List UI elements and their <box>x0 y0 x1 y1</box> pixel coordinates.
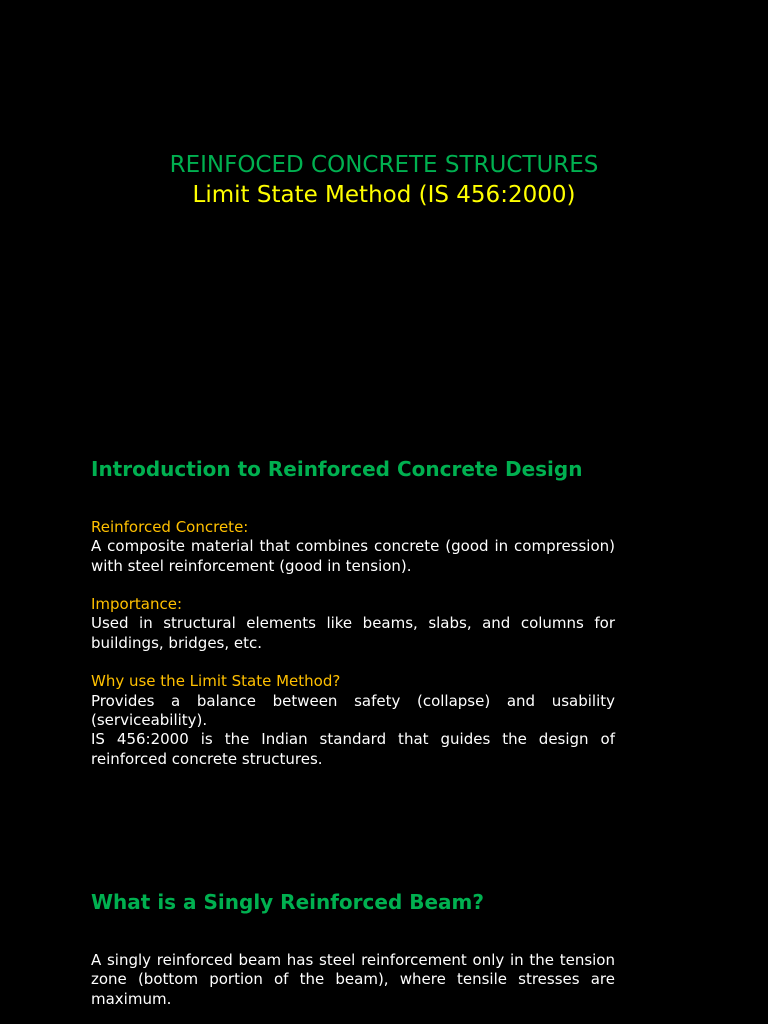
rc-text: A composite material that combines concrete (good in compression) with steel reinforcement (good in tension). <box>91 537 615 575</box>
intro-heading: Introduction to Reinforced Concrete Design <box>91 457 583 481</box>
importance-label: Importance: <box>91 595 183 614</box>
intro-content <box>91 518 615 769</box>
singly-text <box>91 951 615 1009</box>
singly-section <box>91 889 615 1009</box>
singly-heading: What is a Singly Reinforced Beam? <box>91 890 484 914</box>
why-text-2: IS 456:2000 is the Indian standard that guides the design of reinforced concrete structures. <box>91 730 615 768</box>
document-subtitle: Limit State Method (IS 456:2000) <box>192 182 576 208</box>
why-text-1: Provides a balance between safety (collapse) and usability (serviceability). <box>91 691 615 729</box>
rc-label: Reinforced Concrete: <box>91 518 249 536</box>
singly-content <box>91 951 615 1009</box>
singly-text-body: A singly reinforced beam has steel reinforcement only in the tension zone (bottom portion of the beam), where tensile stresses are maximum. <box>91 951 615 1008</box>
importance-text: Used in structural elements like beams, slabs, and columns for buildings, bridges, etc. <box>91 614 615 652</box>
why-label: Why use the Limit State Method? <box>91 672 341 691</box>
intro-section <box>91 456 615 769</box>
title-block <box>0 150 768 210</box>
document-title: REINFOCED CONCRETE STRUCTURES <box>169 152 599 178</box>
